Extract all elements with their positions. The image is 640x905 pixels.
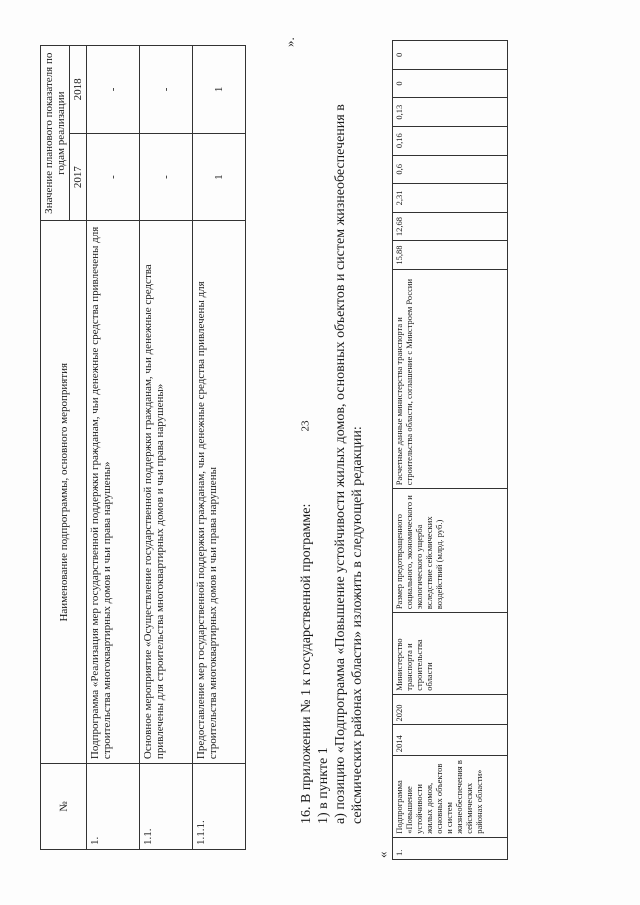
row-num: 1.1. [140,764,193,850]
row-num: 1. [393,837,508,859]
row-name: Предоставление мер государственной поддержки гражданам, чьи денежные средства привлечены для строительства многоквартирных домов и чьи права нарушены [193,221,246,764]
amendment-text [298,20,366,860]
header-year-2017: 2017 [70,133,87,221]
table-row [87,46,140,850]
table-header-row [41,46,70,850]
header-num: № [41,764,87,850]
row-value-2018: - [87,46,140,134]
table-row [140,46,193,850]
page-number: 23 [299,420,312,432]
subprogram-table [392,40,508,860]
row-name: Подпрограмма «Повышение устойчивости жилых домов, основных объектов и систем жизнеобеспечения в сейсмических районах области» [393,756,508,838]
table-row [393,41,508,860]
row-value-2018: 1 [193,46,246,134]
row-name: Основное мероприятие «Осуществление государственной поддержки гражданам, чьи денежные средства привлечены для строительства многоквартирных домов и чьи права нарушены» [140,221,193,764]
row-value: 0 [393,41,508,70]
paragraph-16: 16. В приложении № 1 к государственной программе: [299,503,314,824]
header-value-group: Значение планового показателя по годам реализации [41,46,70,221]
row-value-2017: 1 [193,133,246,221]
indicators-table [40,45,246,850]
row-num: 1.1.1. [193,764,246,850]
row-value: 2,31 [393,184,508,213]
row-value: 12,68 [393,212,508,241]
header-year-2018: 2018 [70,46,87,134]
row-num: 1. [87,764,140,850]
row-value: 0 [393,69,508,98]
paragraph-item-a: а) позицию «Подпрограмма «Повышение устойчивости жилых домов, основных объектов и систем жизнеобеспечения в сейсмических районах области» изложить в следующей редакции: [333,104,365,824]
header-name: Наименование подпрограммы, основного мероприятия [41,221,87,764]
table-row [193,46,246,850]
row-value: 15,88 [393,241,508,270]
row-value-2017: - [140,133,193,221]
row-value-2018: - [140,46,193,134]
row-value: 0,16 [393,126,508,155]
row-value: 0,6 [393,155,508,184]
opening-quote-mark: « [375,851,390,858]
row-source: Расчетные данные министерства транспорта и строительства области, соглашение с Минстроем России [393,269,508,488]
row-organization: Министерство транспорта и строительства области [393,613,508,695]
paragraph-item-1: 1) в пункте 1 [316,747,331,824]
row-year-end: 2020 [393,694,508,725]
row-name: Подпрограмма «Реализация мер государственной поддержки гражданам, чьи денежные средства привлечены для строительства многоквартирных домов и чьи права нарушены» [87,221,140,764]
row-indicator: Размер предотвращенного социального, экономического и экологического ущерба вследствие сейсмических воздействий (млрд. руб.) [393,489,508,613]
row-value: 0,13 [393,98,508,127]
closing-quote-mark: ». [282,37,297,47]
row-value-2017: - [87,133,140,221]
row-year-start: 2014 [393,725,508,756]
